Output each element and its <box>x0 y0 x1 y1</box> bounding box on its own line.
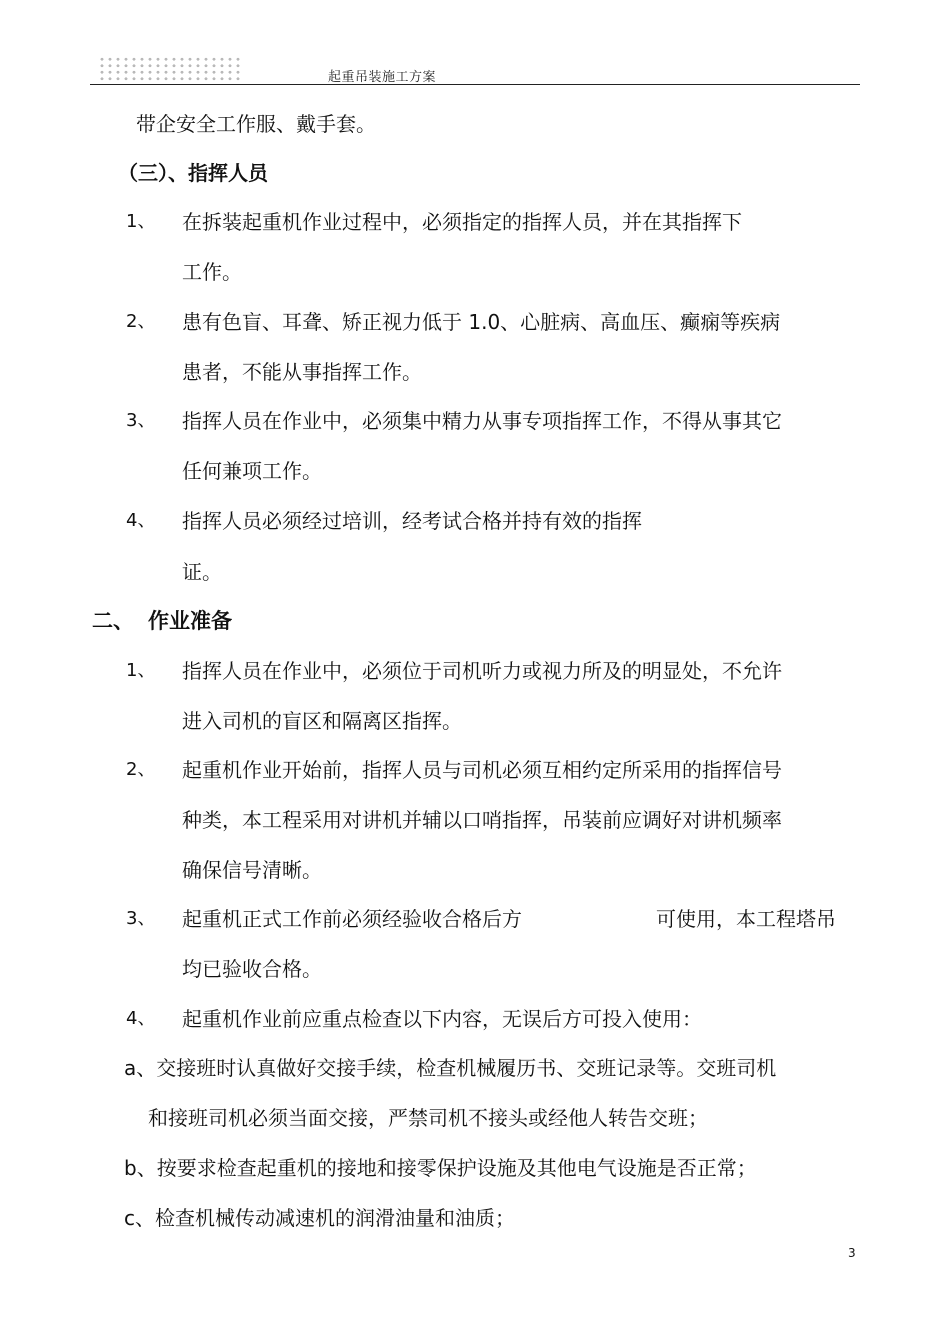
list-number: 3、 <box>126 410 156 431</box>
text-line: 和接班司机必须当面交接，严禁司机不接头或经他人转告交班； <box>148 1106 708 1130</box>
text-line: 证。 <box>182 560 222 584</box>
text-line: 确保信号清晰。 <box>182 858 322 882</box>
text-line: a、交接班时认真做好交接手续，检查机械履历书、交班记录等。交班司机 <box>124 1056 777 1080</box>
text-line: 指挥人员在作业中，必须集中精力从事专项指挥工作，不得从事其它 <box>182 409 782 433</box>
text-line: 任何兼项工作。 <box>182 459 322 483</box>
text-line: 起重机正式工作前必须经验收合格后方 <box>182 907 522 931</box>
chapter-number: 二、 <box>92 609 134 633</box>
text-line: 均已验收合格。 <box>182 957 322 981</box>
page-number: 3 <box>848 1246 856 1260</box>
text-line: 进入司机的盲区和隔离区指挥。 <box>182 709 462 733</box>
chapter-title: 作业准备 <box>148 609 232 633</box>
text-line: 患者，不能从事指挥工作。 <box>182 360 422 384</box>
text-line: 患有色盲、耳聋、矫正视力低于 1.0、心脏病、高血压、癫痫等疾病 <box>182 310 781 334</box>
list-number: 3、 <box>126 908 156 929</box>
text-line: 指挥人员在作业中，必须位于司机听力或视力所及的明显处，不允许 <box>182 659 782 683</box>
text-line: 种类，本工程采用对讲机并辅以口哨指挥，吊装前应调好对讲机频率 <box>182 808 782 832</box>
text-line: b、按要求检查起重机的接地和接零保护设施及其他电气设施是否正常； <box>124 1156 757 1180</box>
company-logo <box>98 56 240 82</box>
text-line: 工作。 <box>182 260 242 284</box>
text-line: c、检查机械传动减速机的润滑油量和油质； <box>124 1206 515 1230</box>
list-number: 2、 <box>126 759 156 780</box>
text-line: 起重机作业前应重点检查以下内容，无误后方可投入使用： <box>182 1007 702 1031</box>
text-line: 可使用，本工程塔吊 <box>656 907 836 931</box>
text-line: 在拆装起重机作业过程中，必须指定的指挥人员，并在其指挥下 <box>182 210 742 234</box>
list-number: 4、 <box>126 510 156 531</box>
section-heading: （三）、指挥人员 <box>118 161 268 185</box>
text-line: 指挥人员必须经过培训，经考试合格并持有效的指挥 <box>182 509 642 533</box>
header-title: 起重吊装施工方案 <box>328 70 437 85</box>
list-number: 1、 <box>126 660 156 681</box>
text-line: 起重机作业开始前，指挥人员与司机必须互相约定所采用的指挥信号 <box>182 758 782 782</box>
header-divider <box>90 84 860 85</box>
list-number: 4、 <box>126 1008 156 1029</box>
text-line: 带企安全工作服、戴手套。 <box>136 112 376 136</box>
list-number: 2、 <box>126 311 156 332</box>
list-number: 1、 <box>126 211 156 232</box>
